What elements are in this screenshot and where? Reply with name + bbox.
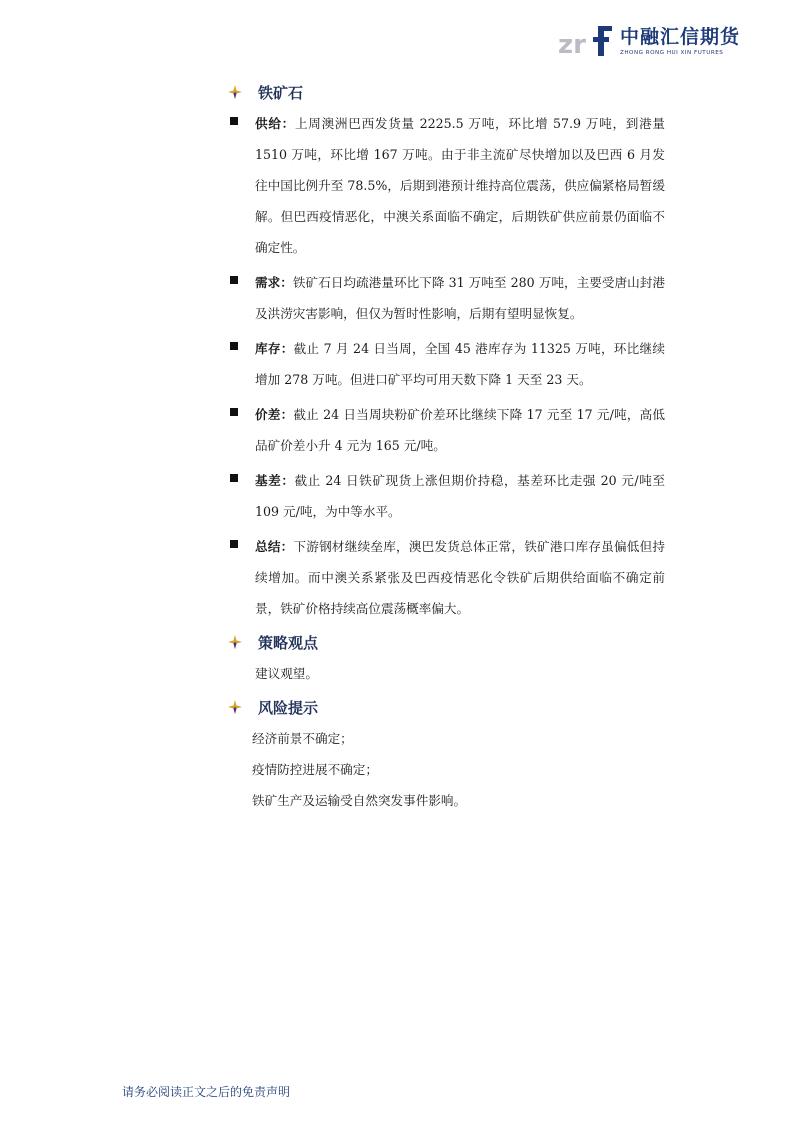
section-title: 风险提示 <box>258 698 319 717</box>
square-bullet-icon <box>230 408 238 416</box>
logo-chinese-name: 中融汇信期货 <box>620 26 741 48</box>
square-bullet-icon <box>230 276 238 284</box>
section-title: 策略观点 <box>258 633 319 652</box>
item-text: 截止 24 日铁矿现货上涨但期价持稳，基差环比走强 20 元/吨至 109 元/吨，为中等水平。 <box>255 473 666 519</box>
item-label: 价差： <box>255 407 294 422</box>
item-text: 铁矿石日均疏港量环比下降 31 万吨至 280 万吨，主要受唐山封港及洪涝灾害影响，但仅为暂时性影响，后期有望明显恢复。 <box>255 275 666 321</box>
square-bullet-icon <box>230 540 238 548</box>
diamond-bullet-icon <box>228 700 242 714</box>
list-item <box>228 399 668 461</box>
zrf-logo-mark-icon <box>558 20 618 62</box>
diamond-bullet-icon <box>228 85 242 99</box>
svg-text:zr: zr <box>558 30 586 60</box>
item-label: 总结： <box>255 539 294 554</box>
list-item <box>228 531 668 624</box>
item-text: 上周澳洲巴西发货量 2225.5 万吨，环比增 57.9 万吨，到港量 1510 万吨，环比增 167 万吨。由于非主流矿尽快增加以及巴西 6 月发往中国比例升至 78.5%，后期到港预计维持高位震荡，供应偏紧格局暂缓解。但巴西疫情恶化，中澳关系面临不确定，后期铁矿供应前景仍面临不确定性。 <box>255 116 666 255</box>
item-text: 截止 7 月 24 日当周，全国 45 港库存为 11325 万吨，环比继续增加 278 万吨。但进口矿平均可用天数下降 1 天至 23 天。 <box>255 341 666 387</box>
list-item <box>228 267 668 329</box>
list-item <box>228 333 668 395</box>
logo-english-name: ZHONG RONG HUI XIN FUTURES <box>620 50 724 56</box>
item-label: 供给： <box>255 116 295 131</box>
company-logo <box>558 20 743 62</box>
strategy-text: 建议观望。 <box>255 666 318 681</box>
risk-line: 经济前景不确定； <box>252 731 353 746</box>
item-label: 基差： <box>255 473 295 488</box>
section-title: 铁矿石 <box>258 83 304 102</box>
item-label: 库存： <box>255 341 294 356</box>
list-item <box>228 465 668 527</box>
section-iron-ore-header <box>228 78 668 106</box>
square-bullet-icon <box>230 342 238 350</box>
risk-line: 铁矿生产及运输受自然突发事件影响。 <box>252 793 467 808</box>
disclaimer-footer: 请务必阅读正文之后的免责声明 <box>122 1085 291 1099</box>
report-body <box>228 74 668 816</box>
diamond-bullet-icon <box>228 635 242 649</box>
item-label: 需求： <box>255 275 293 290</box>
item-text: 截止 24 日当周块粉矿价差环比继续下降 17 元至 17 元/吨，高低品矿价差小升 4 元为 165 元/吨。 <box>255 407 666 453</box>
item-text: 下游钢材继续垒库，澳巴发货总体正常，铁矿港口库存虽偏低但持续增加。而中澳关系紧张及巴西疫情恶化令铁矿后期供给面临不确定前景，铁矿价格持续高位震荡概率偏大。 <box>255 539 666 616</box>
square-bullet-icon <box>230 474 238 482</box>
section-strategy-header <box>228 628 668 656</box>
section-risk-header <box>228 693 668 721</box>
risk-line: 疫情防控进展不确定； <box>252 762 378 777</box>
list-item <box>228 108 668 263</box>
square-bullet-icon <box>230 117 238 125</box>
